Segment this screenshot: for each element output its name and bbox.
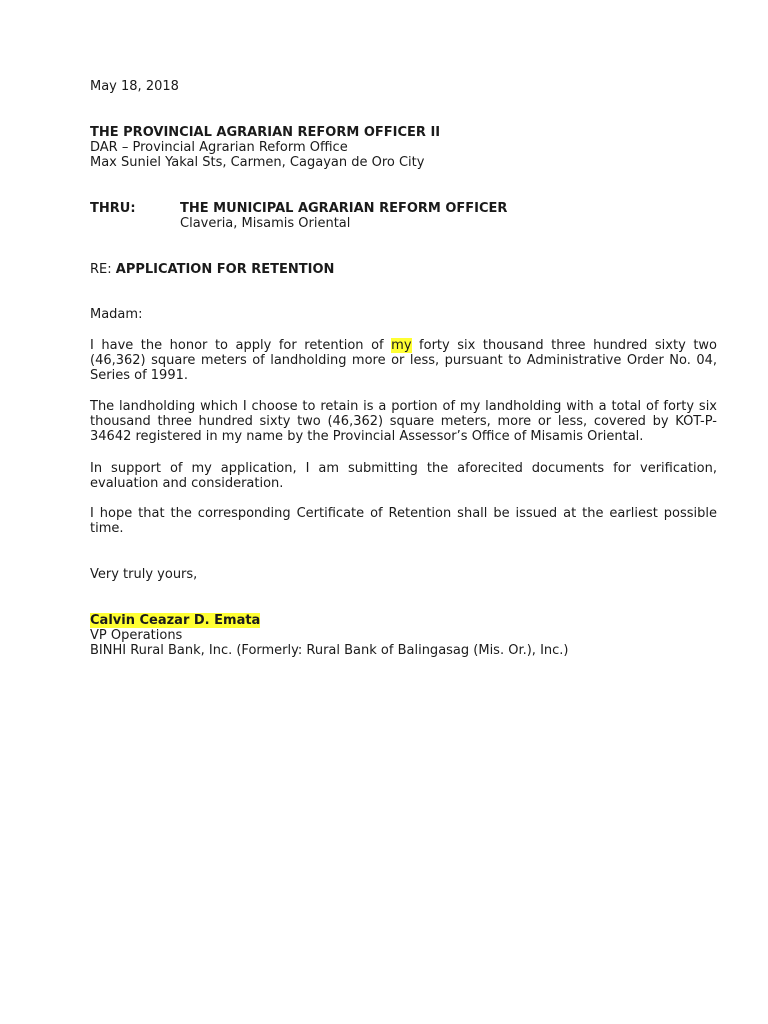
- signatory-company: BINHI Rural Bank, Inc. (Formerly: Rural Bank of Balingasag (Mis. Or.), Inc.): [90, 643, 569, 658]
- body-paragraph-2: The landholding which I choose to retain is a portion of my landholding with a total of forty six thousand three hundred sixty two (46,362) square meters, more or less, covered by KOT-P-34642 registered in my name by the Provincial Assessor’s Office of Misamis Oriental.: [90, 399, 717, 444]
- letter-date: May 18, 2018: [90, 79, 179, 94]
- salutation: Madam:: [90, 307, 143, 322]
- recipient-office: DAR – Provincial Agrarian Reform Office: [90, 140, 348, 155]
- body-paragraph-3: In support of my application, I am submitting the aforecited documents for verification, evaluation and consideration.: [90, 461, 717, 491]
- p1-after: forty six thousand three hundred sixty two (46,362) square meters of landholding more or less, pursuant to Administrative Order No. 04, Series of 1991.: [90, 338, 717, 383]
- highlighted-word: my: [391, 338, 412, 353]
- closing: Very truly yours,: [90, 567, 198, 582]
- re-subject: APPLICATION FOR RETENTION: [115, 262, 335, 277]
- recipient-title: THE PROVINCIAL AGRARIAN REFORM OFFICER II: [90, 125, 441, 140]
- re-line: [90, 262, 334, 277]
- thru-label: THRU:: [90, 201, 136, 216]
- signatory-position: VP Operations: [90, 628, 183, 643]
- body-paragraph-1: [90, 338, 717, 383]
- signatory-name: Calvin Ceazar D. Emata: [90, 613, 261, 628]
- thru-title: THE MUNICIPAL AGRARIAN REFORM OFFICER: [180, 201, 508, 216]
- thru-location: Claveria, Misamis Oriental: [180, 216, 351, 231]
- p1-before: I have the honor to apply for retention of: [90, 338, 392, 353]
- re-label: RE:: [90, 262, 116, 277]
- body-paragraph-4: I hope that the corresponding Certificate of Retention shall be issued at the earliest possible time.: [90, 506, 717, 536]
- signatory-name-line: [90, 613, 260, 628]
- recipient-address: Max Suniel Yakal Sts, Carmen, Cagayan de Oro City: [90, 155, 425, 170]
